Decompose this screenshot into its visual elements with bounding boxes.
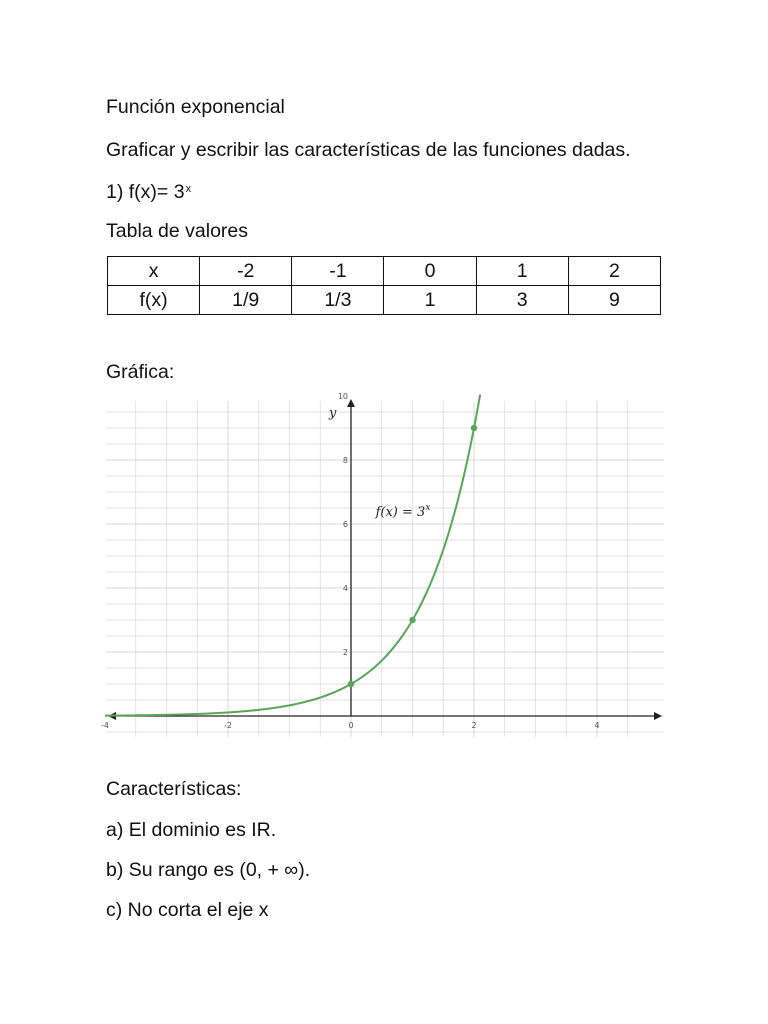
characteristic-item: b) Su rango es (0, + ∞). (106, 859, 311, 881)
table-cell: 2 (568, 257, 660, 286)
table-cell: 1/3 (292, 286, 384, 315)
function-definition (106, 180, 191, 204)
table-cell: 1 (476, 257, 568, 286)
table-cell: -2 (200, 257, 292, 286)
y-tick-label: 10 (337, 392, 348, 401)
y-axis-label: y (329, 406, 337, 421)
x-tick-label: 2 (471, 721, 477, 730)
values-table (107, 256, 661, 315)
table-cell: f(x) (108, 286, 200, 315)
table-cell: -1 (292, 257, 384, 286)
data-point (409, 617, 415, 623)
graph-heading: Gráfica: (106, 361, 175, 383)
table-cell: x (108, 257, 200, 286)
y-tick-label: 2 (342, 648, 348, 657)
x-tick-label: 4 (594, 721, 600, 730)
table-title: Tabla de valores (106, 220, 249, 242)
y-tick-label: 8 (342, 456, 348, 465)
table-cell: 3 (476, 286, 568, 315)
characteristic-item: a) El dominio es IR. (106, 819, 277, 841)
table-cell: 0 (384, 257, 476, 286)
x-axis-arrow-right (654, 712, 662, 720)
table-row (108, 257, 661, 286)
heading: Función exponencial (106, 96, 285, 118)
data-point (348, 681, 354, 687)
axes (108, 399, 662, 720)
characteristic-item: c) No corta el eje x (106, 899, 269, 921)
function-curve (105, 395, 480, 716)
exponential-graph (101, 392, 664, 737)
x-tick-label: -4 (101, 721, 109, 730)
table-cell: 1/9 (200, 286, 292, 315)
function-label-base: f(x) = 3 (375, 505, 426, 520)
grid-lines (106, 401, 664, 737)
function-definition-base: 1) f(x)= 3 (106, 181, 185, 203)
function-label-exponent: x (425, 503, 431, 513)
y-axis-arrow (347, 399, 355, 407)
function-label (375, 503, 431, 520)
function-definition-exponent: x (185, 183, 192, 195)
y-tick-label: 4 (342, 584, 348, 593)
data-point (471, 425, 477, 431)
x-tick-label: 0 (348, 721, 354, 730)
table-row (108, 286, 661, 315)
curve-3-pow-x (105, 395, 480, 716)
x-tick-label: -2 (224, 721, 232, 730)
y-tick-label: 6 (342, 520, 348, 529)
table-cell: 1 (384, 286, 476, 315)
tick-labels (101, 392, 600, 730)
instruction: Graficar y escribir las características de las funciones dadas. (106, 139, 631, 161)
characteristics-title: Características: (106, 778, 242, 800)
table-cell: 9 (568, 286, 660, 315)
